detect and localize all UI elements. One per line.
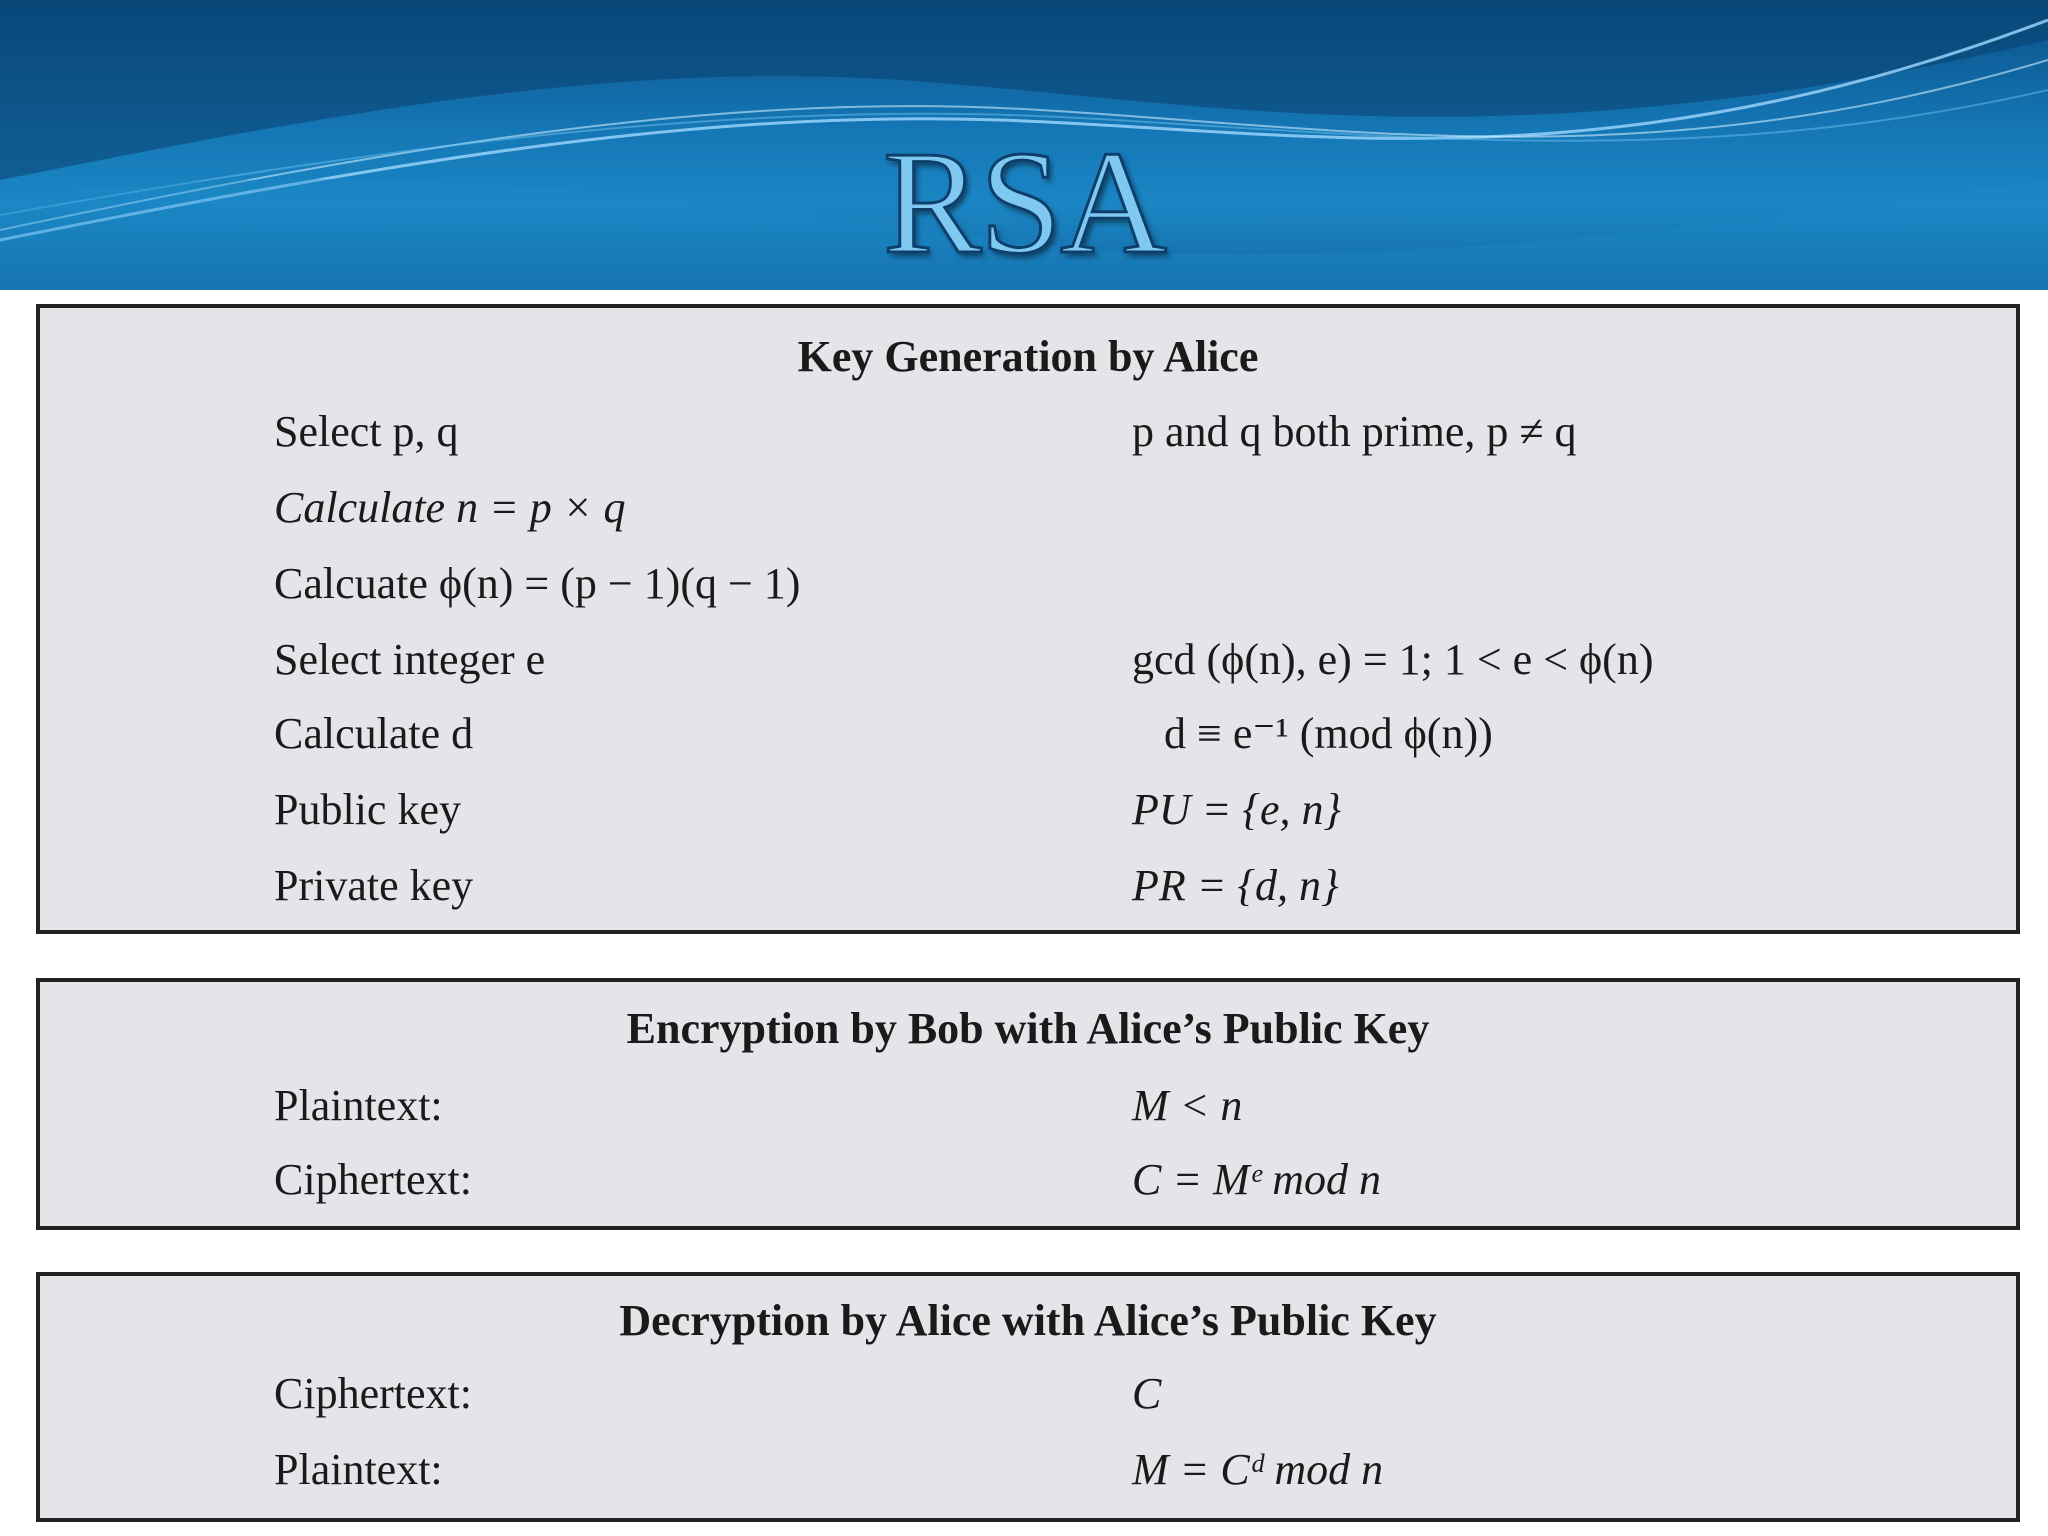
- row-value: gcd (ϕ(n), e) = 1; 1 < e < ϕ(n): [1132, 635, 1654, 684]
- row-label: Public key: [274, 785, 461, 834]
- row-label: Calculate d: [274, 709, 474, 758]
- row-value: d ≡ e⁻¹ (mod ϕ(n)): [1164, 709, 1493, 758]
- table-row: [40, 558, 2016, 610]
- row-value: PU = {e, n}: [1132, 785, 1342, 834]
- row-label: Calcuate ϕ(n) = (p − 1)(q − 1): [274, 559, 801, 608]
- table-row: [40, 1154, 2016, 1206]
- table-row: [40, 784, 2016, 836]
- row-value: M = Cᵈ mod n: [1132, 1445, 1384, 1494]
- table-row: [40, 1444, 2016, 1496]
- table-row: [40, 1368, 2016, 1420]
- row-value: C: [1132, 1369, 1162, 1418]
- slide-title: RSA: [883, 121, 1165, 285]
- row-label: Plaintext:: [274, 1445, 443, 1494]
- key-generation-panel: [36, 304, 2020, 934]
- row-value: p and q both prime, p ≠ q: [1132, 407, 1577, 456]
- row-label: Ciphertext:: [274, 1369, 472, 1418]
- panel-heading: Key Generation by Alice: [797, 332, 1259, 381]
- row-label: Ciphertext:: [274, 1155, 472, 1204]
- table-row: [40, 860, 2016, 912]
- table-row: [40, 1080, 2016, 1132]
- panel-heading: Encryption by Bob with Alice’s Public Key: [626, 1004, 1430, 1053]
- row-value: M < n: [1132, 1081, 1243, 1130]
- row-value: C = Mᵉ mod n: [1132, 1155, 1382, 1204]
- row-label: Private key: [274, 861, 474, 910]
- row-label: Select integer e: [274, 635, 546, 684]
- decryption-panel: [36, 1272, 2020, 1522]
- slide-header: [0, 0, 2048, 290]
- table-row: [40, 482, 2016, 534]
- row-label: Plaintext:: [274, 1081, 443, 1130]
- table-row: [40, 634, 2016, 686]
- table-row: [40, 406, 2016, 458]
- table-row: [40, 708, 2016, 760]
- panel-heading: Decryption by Alice with Alice’s Public Key: [619, 1296, 1437, 1345]
- row-value: PR = {d, n}: [1132, 861, 1339, 910]
- row-label: Select p, q: [274, 407, 459, 456]
- row-label: Calculate n = p × q: [274, 483, 626, 532]
- encryption-panel: [36, 978, 2020, 1230]
